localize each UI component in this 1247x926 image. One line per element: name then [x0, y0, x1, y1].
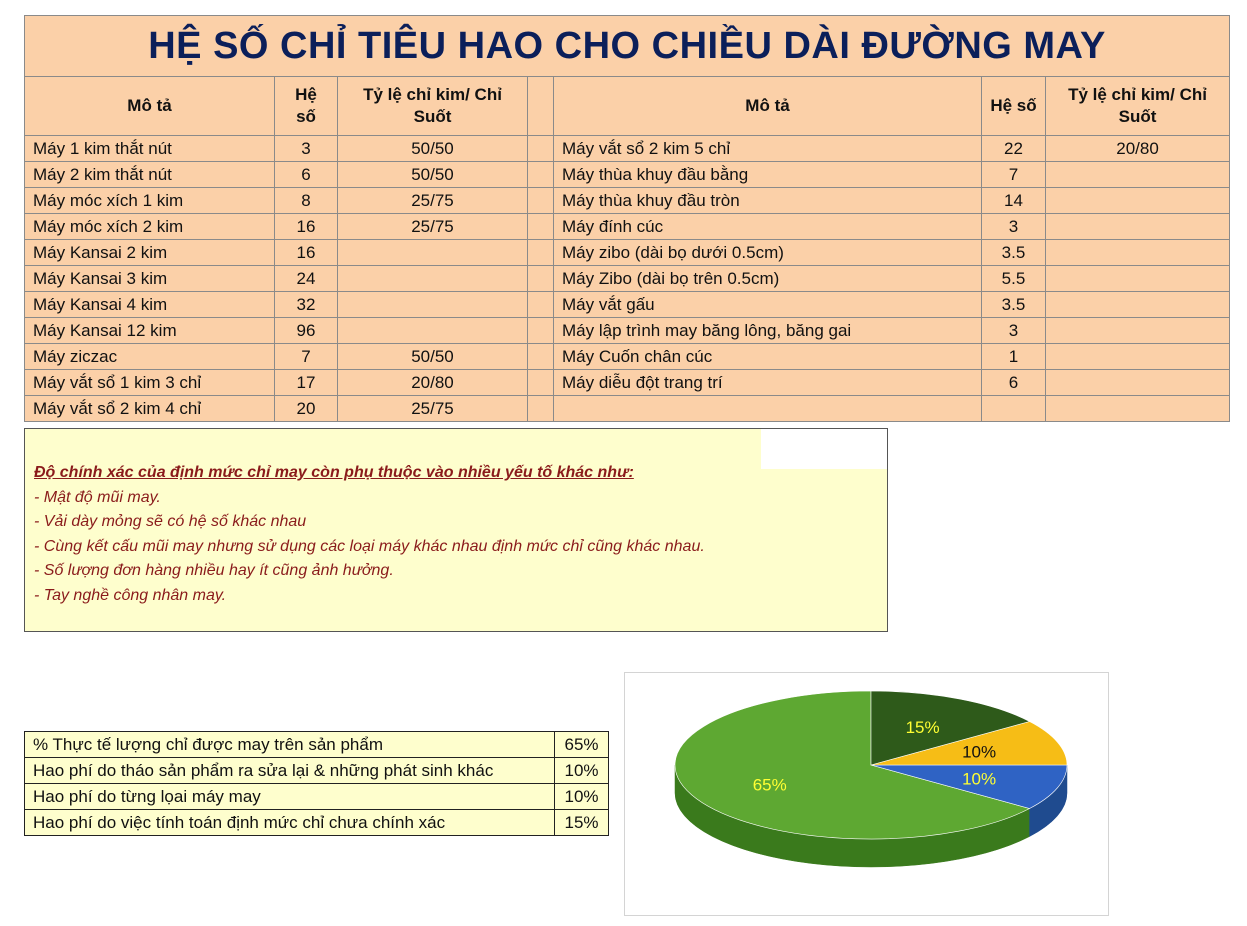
pie-data-label: 10%: [962, 742, 997, 762]
table-row: [25, 214, 1230, 240]
thread-ratio: 25/75: [338, 188, 528, 214]
machine-description: Máy Kansai 3 kim: [25, 266, 275, 292]
machine-description: [554, 396, 982, 422]
coefficient-value: 22: [982, 136, 1046, 162]
thread-ratio: [1046, 188, 1230, 214]
column-gap: [528, 188, 554, 214]
coefficient-value: 20: [275, 396, 338, 422]
coefficient-table: [24, 15, 1230, 422]
coefficient-value: 16: [275, 214, 338, 240]
machine-description: Máy thùa khuy đầu tròn: [554, 188, 982, 214]
thread-ratio: [1046, 396, 1230, 422]
page-title: HỆ SỐ CHỈ TIÊU HAO CHO CHIỀU DÀI ĐƯỜNG MAY: [25, 16, 1230, 77]
coefficient-value: 7: [275, 344, 338, 370]
loss-value: 10%: [555, 784, 609, 810]
coefficient-value: [982, 396, 1046, 422]
loss-row: [25, 758, 609, 784]
header-ratio: Tỷ lệ chỉ kim/ Chỉ Suốt: [338, 77, 528, 136]
loss-label: % Thực tế lượng chỉ được may trên sản phẩm: [25, 732, 555, 758]
thread-ratio: [1046, 318, 1230, 344]
machine-description: Máy thùa khuy đầu bằng: [554, 162, 982, 188]
machine-description: Máy diễu đột trang trí: [554, 370, 982, 396]
column-gap: [528, 396, 554, 422]
thread-ratio: 25/75: [338, 396, 528, 422]
thread-ratio: 20/80: [338, 370, 528, 396]
machine-description: Máy Kansai 4 kim: [25, 292, 275, 318]
coefficient-value: 6: [275, 162, 338, 188]
pie-data-label: 15%: [905, 717, 940, 737]
coefficient-value: 1: [982, 344, 1046, 370]
machine-description: Máy Kansai 2 kim: [25, 240, 275, 266]
table-row: [25, 240, 1230, 266]
loss-table: [24, 731, 609, 836]
thread-ratio: [1046, 370, 1230, 396]
loss-value: 10%: [555, 758, 609, 784]
coefficient-value: 3: [982, 318, 1046, 344]
coefficient-value: 32: [275, 292, 338, 318]
header-coefficient: Hệ số: [982, 77, 1046, 136]
note-item: - Mật độ mũi may.: [34, 488, 161, 506]
coefficient-value: 24: [275, 266, 338, 292]
coefficient-value: 96: [275, 318, 338, 344]
loss-row: [25, 784, 609, 810]
thread-ratio: [338, 292, 528, 318]
coefficient-value: 6: [982, 370, 1046, 396]
thread-ratio: 20/80: [1046, 136, 1230, 162]
machine-description: Máy Kansai 12 kim: [25, 318, 275, 344]
machine-description: Máy đính cúc: [554, 214, 982, 240]
table-row: [25, 188, 1230, 214]
column-gap: [528, 77, 554, 136]
loss-value: 65%: [555, 732, 609, 758]
thread-ratio: [1046, 240, 1230, 266]
machine-description: Máy vắt sổ 2 kim 5 chỉ: [554, 136, 982, 162]
thread-ratio: [1046, 344, 1230, 370]
loss-label: Hao phí do tháo sản phẩm ra sửa lại & những phát sinh khác: [25, 758, 555, 784]
loss-row: [25, 732, 609, 758]
thread-ratio: [338, 266, 528, 292]
machine-description: Máy vắt gấu: [554, 292, 982, 318]
machine-description: Máy vắt sổ 1 kim 3 chỉ: [25, 370, 275, 396]
coefficient-value: 3: [982, 214, 1046, 240]
column-gap: [528, 292, 554, 318]
pie-chart: [624, 672, 1109, 916]
machine-description: Máy móc xích 1 kim: [25, 188, 275, 214]
machine-description: Máy 2 kim thắt nút: [25, 162, 275, 188]
note-item: - Vải dày mỏng sẽ có hệ số khác nhau: [34, 513, 307, 530]
machine-description: Máy Cuốn chân cúc: [554, 344, 982, 370]
thread-ratio: [1046, 162, 1230, 188]
coefficient-value: 3.5: [982, 292, 1046, 318]
coefficient-value: 8: [275, 188, 338, 214]
table-header: [25, 77, 1230, 136]
table-row: [25, 370, 1230, 396]
header-description: Mô tả: [25, 77, 275, 136]
column-gap: [528, 370, 554, 396]
column-gap: [528, 136, 554, 162]
note-item: - Tay nghề công nhân may.: [34, 586, 227, 604]
coefficient-value: 3: [275, 136, 338, 162]
note-title: Độ chính xác của định mức chỉ may còn phụ thuộc vào nhiều yếu tố khác như:: [34, 464, 634, 481]
table-row: [25, 318, 1230, 344]
loss-value: 15%: [555, 810, 609, 836]
coefficient-value: 17: [275, 370, 338, 396]
table-row: [25, 344, 1230, 370]
header-description: Mô tả: [554, 77, 982, 136]
thread-ratio: 50/50: [338, 136, 528, 162]
machine-description: Máy ziczac: [25, 344, 275, 370]
coefficient-value: 3.5: [982, 240, 1046, 266]
machine-description: Máy vắt sổ 2 kim 4 chỉ: [25, 396, 275, 422]
coefficient-value: 7: [982, 162, 1046, 188]
header-ratio: Tỷ lệ chỉ kim/ Chỉ Suốt: [1046, 77, 1230, 136]
column-gap: [528, 162, 554, 188]
machine-description: Máy 1 kim thắt nút: [25, 136, 275, 162]
pie-data-label: 10%: [962, 769, 997, 789]
column-gap: [528, 240, 554, 266]
thread-ratio: [1046, 292, 1230, 318]
column-gap: [528, 344, 554, 370]
thread-ratio: [338, 240, 528, 266]
note-item: - Cùng kết cấu mũi may nhưng sử dụng các loại máy khác nhau định mức chỉ cũng khác nhau.: [34, 537, 705, 555]
machine-description: Máy zibo (dài bọ dưới 0.5cm): [554, 240, 982, 266]
table-row: [25, 292, 1230, 318]
thread-ratio: [1046, 214, 1230, 240]
pie-data-label: 65%: [752, 775, 787, 795]
coefficient-value: 16: [275, 240, 338, 266]
thread-ratio: 25/75: [338, 214, 528, 240]
machine-description: Máy lập trình may băng lông, băng gai: [554, 318, 982, 344]
thread-ratio: 50/50: [338, 162, 528, 188]
column-gap: [528, 214, 554, 240]
header-coefficient: Hệ số: [275, 77, 338, 136]
machine-description: Máy Zibo (dài bọ trên 0.5cm): [554, 266, 982, 292]
note-box: [24, 428, 888, 632]
pie-chart-canvas: [625, 673, 1110, 917]
loss-label: Hao phí do từng lọai máy may: [25, 784, 555, 810]
thread-ratio: [1046, 266, 1230, 292]
thread-ratio: [338, 318, 528, 344]
machine-description: Máy móc xích 2 kim: [25, 214, 275, 240]
coefficient-value: 5.5: [982, 266, 1046, 292]
table-row: [25, 396, 1230, 422]
loss-label: Hao phí do việc tính toán định mức chỉ chưa chính xác: [25, 810, 555, 836]
column-gap: [528, 266, 554, 292]
note-item: - Số lượng đơn hàng nhiều hay ít cũng ảnh hưởng.: [34, 562, 394, 579]
table-row: [25, 266, 1230, 292]
loss-row: [25, 810, 609, 836]
table-row: [25, 136, 1230, 162]
column-gap: [528, 318, 554, 344]
table-row: [25, 162, 1230, 188]
thread-ratio: 50/50: [338, 344, 528, 370]
coefficient-value: 14: [982, 188, 1046, 214]
note-corner: [761, 429, 887, 469]
